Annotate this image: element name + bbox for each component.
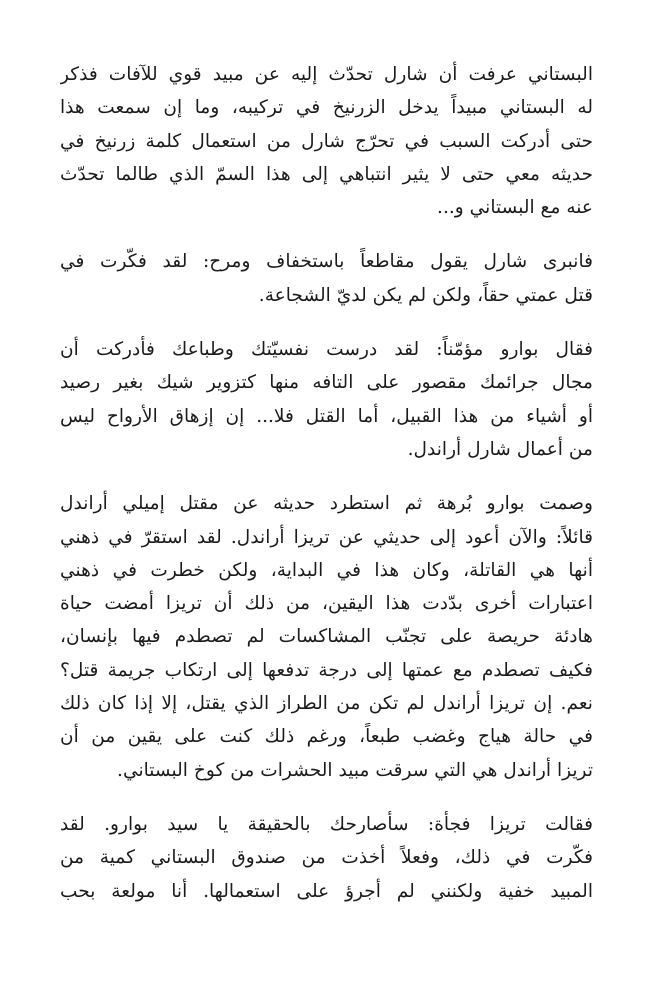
paragraph-4 [60,487,593,787]
book-page [60,58,593,929]
text-line: فقالت تريزا فجأة: سأصارحك بالحقيقة يا سيد بوارو. لقد [60,813,593,835]
paragraph-1 [60,58,593,224]
text-line: البستاني عرفت أن شارل تحدّث إليه عن مبيد قوي للآفات فذكر [60,64,593,85]
text-line: تريزا أراندل هي التي سرقت مبيد الحشرات من كوخ البستاني. [117,759,593,781]
text-line: قتل عمتي حقاً، ولكن لم يكن لديّ الشجاعة. [258,284,593,306]
text-line: هادئة حريصة على تجنّب المشاكسات لم تصطدم فيها بإنسان، [60,626,593,648]
text-line: من أعمال شارل أراندل. [407,438,593,460]
text-line: فكيف تصطدم مع عمتها إلى درجة تدفعها إلى ارتكاب جريمة قتل؟ [60,659,593,681]
text-line: فكّرت في ذلك، وفعلاً أخذت من صندوق البستاني كمية من [60,847,593,869]
text-line: وصمت بوارو بُرهة ثم استطرد حديثه عن مقتل إميلي أراندل [60,493,593,515]
text-line: فقال بوارو مؤمّناً: لقد درست نفسيّتك وطباعك فأدركت أن [60,339,593,361]
text-line: في حالة هياج وغضب طبعاً، ورغم ذلك كنت على يقين من أن [60,726,593,748]
text-line: فانبرى شارل يقول مقاطعاً باستخفاف ومرح: لقد فكّرت في [60,251,593,273]
paragraph-3 [60,333,593,466]
text-line: أنها هي القاتلة، وكان هذا في البداية، ولكن خطرت في ذهني [60,559,593,581]
text-line: أو أشياء من هذا القبيل، أما القتل فلا... إن إزهاق الأرواح ليس [60,405,593,427]
paragraph-2 [60,245,593,312]
text-line: حتى أدركت السبب في تحرّج شارل من استعمال كلمة زرنيخ في [60,130,593,152]
paragraph-5 [60,808,593,908]
text-line: حديثه معي حتى لا يثير انتباهي إلى هذا السمّ الذي طالما تحدّث [60,163,593,185]
text-line: اعتبارات أخرى بدّدت هذا اليقين، من ذلك أن تريزا أمضت حياة [60,593,593,615]
text-line: مجال جرائمك مقصور على التافه منها كتزوير شيك بغير رصيد [60,372,593,394]
text-line: عنه مع البستاني و... [437,197,593,219]
text-line: نعم. إن تريزا أراندل لم تكن من الطراز الذي يقتل، إلا إذا كان ذلك [60,693,593,715]
text-line: له البستاني مبيداً يدخل الزرنيخ في تركيبه، وما إن سمعت هذا [60,97,593,119]
text-line: المبيد خفية ولكنني لم أجرؤ على استعمالها. أنا مولعة بحب [60,880,593,902]
text-line: قائلاً: والآن أعود إلى حديثي عن تريزا أراندل. لقد استقرّ في ذهني [60,526,593,548]
